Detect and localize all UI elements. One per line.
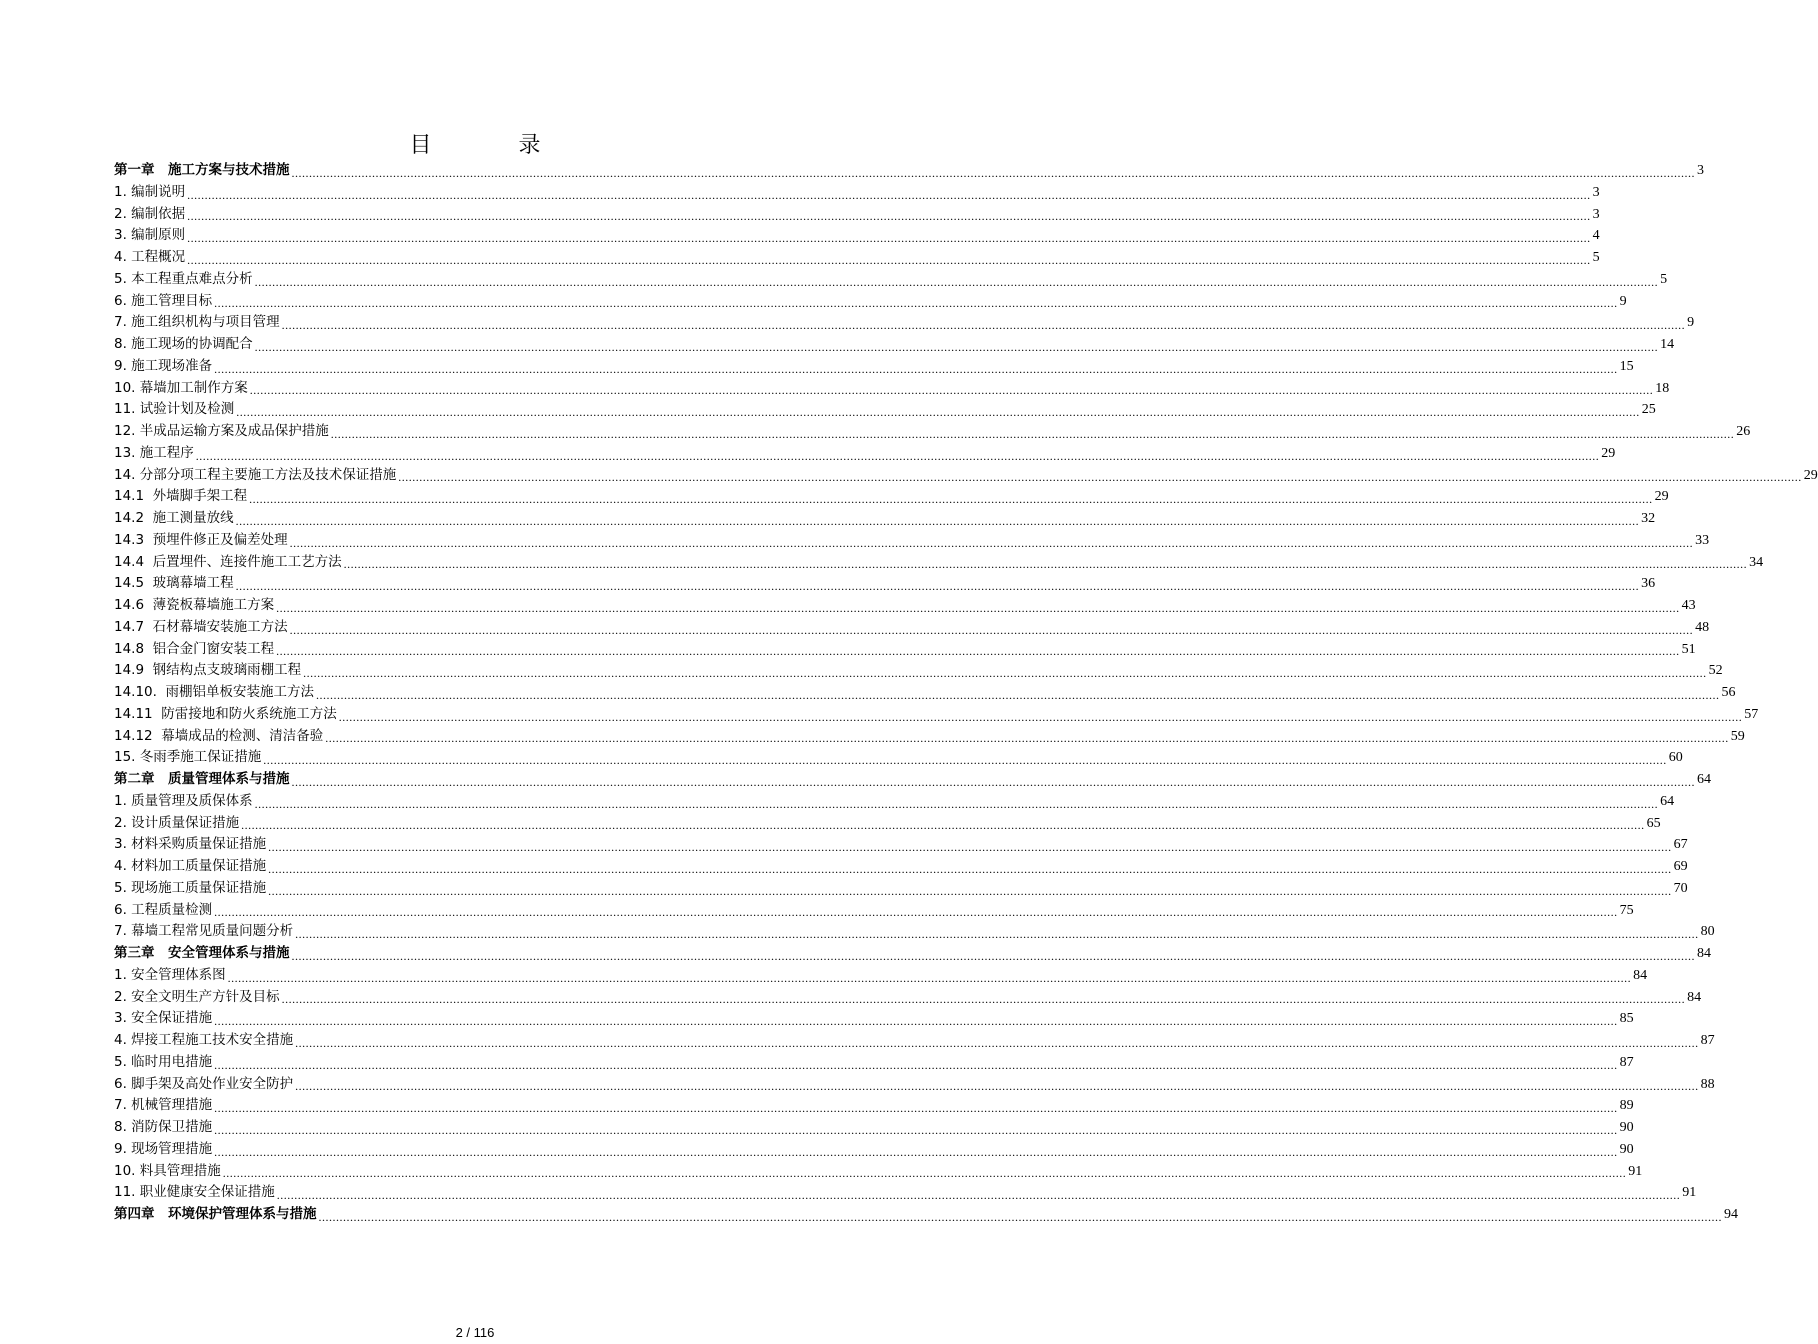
- toc-entry[interactable]: [114, 595, 1696, 617]
- toc-entry[interactable]: [114, 878, 1688, 900]
- toc-entry[interactable]: [114, 1182, 1697, 1204]
- toc-entry-page: 90: [1619, 1141, 1634, 1157]
- toc-entry-label: 第四章 环境保护管理体系与措施: [114, 1206, 317, 1222]
- toc-entry[interactable]: [114, 1052, 1634, 1074]
- toc-entry-page: 5: [1592, 250, 1600, 265]
- toc-leader-dots: .................................................................................................................................................................................................................................................................................................................................................................................................................: [214, 361, 1618, 376]
- toc-entry-page: 84: [1633, 967, 1648, 983]
- toc-entry[interactable]: [114, 552, 1764, 574]
- toc-entry-page: 84: [1697, 946, 1711, 961]
- toc-entry-page: 89: [1619, 1098, 1634, 1114]
- toc-entry-page: 33: [1695, 532, 1710, 548]
- toc-leader-dots: .................................................................................................................................................................................................................................................................................................................................................................................................................: [291, 948, 1695, 963]
- toc-leader-dots: .................................................................................................................................................................................................................................................................................................................................................................................................................: [254, 796, 1659, 811]
- toc-leader-dots: .................................................................................................................................................................................................................................................................................................................................................................................................................: [236, 405, 1640, 419]
- toc-entry-page: 34: [1749, 554, 1764, 570]
- toc-entry[interactable]: [114, 1074, 1715, 1096]
- toc-entry-label: 14.9 钢结构点支玻璃雨棚工程: [114, 662, 302, 679]
- toc-leader-dots: .................................................................................................................................................................................................................................................................................................................................................................................................................: [281, 318, 1686, 332]
- toc-entry-page: 57: [1744, 706, 1759, 722]
- toc-chapter-entry[interactable]: [114, 160, 1704, 182]
- toc-entry-page: 29: [1654, 489, 1669, 505]
- toc-entry-label: 15. 冬雨季施工保证措施: [114, 749, 262, 766]
- toc-leader-dots: .................................................................................................................................................................................................................................................................................................................................................................................................................: [289, 622, 1694, 637]
- toc-entry[interactable]: [114, 334, 1675, 356]
- toc-entry-label: 14.4 后置埋件、连接件施工工艺方法: [114, 553, 342, 570]
- toc-leader-dots: .................................................................................................................................................................................................................................................................................................................................................................................................................: [318, 1209, 1722, 1224]
- toc-leader-dots: .................................................................................................................................................................................................................................................................................................................................................................................................................: [214, 1144, 1618, 1159]
- toc-leader-dots: .................................................................................................................................................................................................................................................................................................................................................................................................................: [276, 600, 1680, 615]
- toc-entry[interactable]: [114, 530, 1710, 552]
- toc-entry-page: 85: [1619, 1011, 1634, 1027]
- toc-entry[interactable]: [114, 247, 1600, 269]
- toc-leader-dots: .................................................................................................................................................................................................................................................................................................................................................................................................................: [268, 861, 1672, 876]
- toc-entry-label: 第三章 安全管理体系与措施: [114, 945, 290, 961]
- toc-entry-label: 4. 焊接工程施工技术安全措施: [114, 1032, 294, 1048]
- toc-entry[interactable]: [114, 704, 1759, 726]
- toc-entry-page: 48: [1695, 619, 1710, 635]
- toc-entry[interactable]: [114, 291, 1627, 313]
- toc-entry-label: 14.12 幕墙成品的检测、清洁备验: [114, 727, 324, 744]
- toc-leader-dots: .................................................................................................................................................................................................................................................................................................................................................................................................................: [330, 426, 1735, 441]
- toc-leader-dots: .................................................................................................................................................................................................................................................................................................................................................................................................................: [268, 840, 1672, 854]
- toc-entry[interactable]: [114, 1008, 1634, 1030]
- toc-entry-label: 14.2 施工测量放线: [114, 510, 234, 526]
- toc-entry[interactable]: [114, 617, 1710, 639]
- toc-entry-page: 90: [1619, 1120, 1634, 1135]
- toc-entry-page: 14: [1660, 337, 1675, 352]
- toc-entry-page: 75: [1619, 902, 1634, 918]
- toc-entry-label: 11. 试验计划及检测: [114, 401, 235, 418]
- toc-entry[interactable]: [114, 1030, 1715, 1052]
- toc-entry-label: 第二章 质量管理体系与措施: [114, 771, 290, 787]
- toc-entry[interactable]: [114, 421, 1751, 443]
- toc-entry[interactable]: [114, 747, 1683, 769]
- toc-entry-label: 10. 幕墙加工制作方案: [114, 379, 248, 396]
- toc-entry[interactable]: [114, 1117, 1634, 1139]
- toc-entry-label: 9. 现场管理措施: [114, 1140, 213, 1157]
- toc-entry-label: 3. 安全保证措施: [114, 1010, 213, 1027]
- toc-leader-dots: .................................................................................................................................................................................................................................................................................................................................................................................................................: [295, 1035, 1699, 1050]
- toc-leader-dots: .................................................................................................................................................................................................................................................................................................................................................................................................................: [254, 274, 1659, 289]
- toc-entry-label: 8. 施工现场的协调配合: [114, 336, 253, 352]
- toc-leader-dots: .................................................................................................................................................................................................................................................................................................................................................................................................................: [276, 1188, 1681, 1202]
- toc-entry-page: 52: [1708, 663, 1723, 679]
- toc-entry-page: 43: [1681, 598, 1696, 613]
- toc-entry-page: 18: [1655, 380, 1670, 396]
- toc-entry-label: 14.5 玻璃幕墙工程: [114, 575, 234, 592]
- toc-entry-page: 64: [1697, 772, 1711, 787]
- toc-entry-page: 4: [1592, 228, 1600, 244]
- toc-entry-label: 1. 质量管理及质保体系: [114, 792, 253, 809]
- toc-entry-label: 7. 施工组织机构与项目管理: [114, 314, 280, 331]
- toc-entry-label: 第一章 施工方案与技术措施: [114, 162, 290, 178]
- toc-leader-dots: .................................................................................................................................................................................................................................................................................................................................................................................................................: [187, 252, 1591, 267]
- toc-leader-dots: .................................................................................................................................................................................................................................................................................................................................................................................................................: [276, 644, 1680, 659]
- toc-entry-label: 4. 材料加工质量保证措施: [114, 858, 267, 874]
- toc-entry-page: 9: [1687, 315, 1695, 331]
- toc-entry-page: 29: [1803, 467, 1818, 483]
- toc-leader-dots: .................................................................................................................................................................................................................................................................................................................................................................................................................: [187, 187, 1591, 202]
- toc-entry-page: 36: [1641, 576, 1656, 592]
- toc-entry-page: 91: [1682, 1185, 1697, 1201]
- toc-leader-dots: .................................................................................................................................................................................................................................................................................................................................................................................................................: [214, 1057, 1618, 1072]
- toc-entry-label: 5. 本工程重点难点分析: [114, 270, 253, 287]
- toc-entry[interactable]: [114, 204, 1600, 226]
- toc-leader-dots: .................................................................................................................................................................................................................................................................................................................................................................................................................: [343, 557, 1748, 572]
- toc-leader-dots: .................................................................................................................................................................................................................................................................................................................................................................................................................: [398, 470, 1802, 485]
- toc-entry[interactable]: [114, 465, 1818, 487]
- toc-leader-dots: .................................................................................................................................................................................................................................................................................................................................................................................................................: [235, 513, 1640, 528]
- toc-entry[interactable]: [114, 1139, 1634, 1161]
- toc-entry-label: 2. 编制依据: [114, 205, 186, 222]
- toc-entry-page: 70: [1673, 880, 1688, 896]
- toc-entry-page: 91: [1628, 1163, 1643, 1179]
- toc-entry-page: 3: [1592, 184, 1600, 200]
- toc-leader-dots: .................................................................................................................................................................................................................................................................................................................................................................................................................: [254, 339, 1659, 354]
- toc-entry-page: 29: [1601, 445, 1616, 461]
- toc-entry-page: 87: [1700, 1033, 1715, 1048]
- toc-entry-label: 6. 工程质量检测: [114, 901, 213, 918]
- toc-entry-page: 64: [1660, 793, 1675, 809]
- toc-leader-dots: .................................................................................................................................................................................................................................................................................................................................................................................................................: [235, 579, 1640, 593]
- toc-entry-page: 65: [1646, 815, 1661, 831]
- toc-entry-page: 80: [1700, 924, 1715, 940]
- toc-entry-label: 2. 安全文明生产方针及目标: [114, 988, 280, 1005]
- toc-leader-dots: .................................................................................................................................................................................................................................................................................................................................................................................................................: [214, 1014, 1618, 1028]
- toc-entry-page: 59: [1730, 728, 1745, 744]
- toc-leader-dots: .................................................................................................................................................................................................................................................................................................................................................................................................................: [281, 992, 1686, 1007]
- toc-entry-page: 51: [1681, 641, 1696, 657]
- toc-leader-dots: .................................................................................................................................................................................................................................................................................................................................................................................................................: [187, 231, 1591, 245]
- toc-title: 目 录: [409, 133, 581, 158]
- toc-leader-dots: .................................................................................................................................................................................................................................................................................................................................................................................................................: [325, 731, 1729, 746]
- toc-entry-label: 1. 安全管理体系图: [114, 966, 226, 983]
- toc-entry-label: 14.7 石材幕墙安装施工方法: [114, 618, 288, 635]
- toc-leader-dots: .................................................................................................................................................................................................................................................................................................................................................................................................................: [338, 709, 1743, 724]
- toc-entry-page: 88: [1700, 1076, 1715, 1092]
- toc-entry-label: 14.3 预埋件修正及偏差处理: [114, 531, 288, 548]
- toc-entry[interactable]: [114, 356, 1634, 378]
- toc-leader-dots: .................................................................................................................................................................................................................................................................................................................................................................................................................: [268, 883, 1672, 898]
- toc-entry-page: 69: [1673, 859, 1688, 874]
- toc-leader-dots: .................................................................................................................................................................................................................................................................................................................................................................................................................: [303, 666, 1707, 680]
- page-number: 2 / 116: [455, 1325, 495, 1340]
- toc-leader-dots: .................................................................................................................................................................................................................................................................................................................................................................................................................: [214, 296, 1618, 311]
- toc-entry-label: 14. 分部分项工程主要施工方法及技术保证措施: [114, 466, 397, 483]
- toc-entry-page: 5: [1660, 271, 1668, 287]
- toc-entry-label: 14.11 防雷接地和防火系统施工方法: [114, 705, 337, 722]
- toc-leader-dots: .................................................................................................................................................................................................................................................................................................................................................................................................................: [316, 687, 1720, 702]
- toc-entry[interactable]: [114, 682, 1736, 704]
- toc-entry-label: 14.1 外墙脚手架工程: [114, 488, 248, 505]
- toc-entry[interactable]: [114, 508, 1656, 530]
- toc-leader-dots: .................................................................................................................................................................................................................................................................................................................................................................................................................: [227, 970, 1632, 985]
- toc-leader-dots: .................................................................................................................................................................................................................................................................................................................................................................................................................: [249, 383, 1654, 398]
- toc-entry[interactable]: [114, 1161, 1643, 1183]
- toc-entry-label: 12. 半成品运输方案及成品保护措施: [114, 423, 329, 439]
- toc-leader-dots: .................................................................................................................................................................................................................................................................................................................................................................................................................: [222, 1166, 1627, 1181]
- toc-entry[interactable]: [114, 225, 1600, 247]
- toc-leader-dots: .................................................................................................................................................................................................................................................................................................................................................................................................................: [214, 905, 1618, 920]
- toc-entry-label: 6. 脚手架及高处作业安全防护: [114, 1075, 294, 1092]
- toc-entry-label: 6. 施工管理目标: [114, 292, 213, 309]
- toc-leader-dots: .................................................................................................................................................................................................................................................................................................................................................................................................................: [295, 1079, 1699, 1094]
- toc-leader-dots: .................................................................................................................................................................................................................................................................................................................................................................................................................: [214, 1101, 1618, 1115]
- toc-entry-label: 14.6 薄瓷板幕墙施工方案: [114, 597, 275, 613]
- toc-leader-dots: .................................................................................................................................................................................................................................................................................................................................................................................................................: [289, 535, 1694, 550]
- toc-entry-page: 56: [1721, 685, 1736, 700]
- toc-entry[interactable]: [114, 399, 1656, 421]
- toc-entry-label: 13. 施工程序: [114, 444, 194, 461]
- toc-entry-label: 4. 工程概况: [114, 249, 186, 265]
- toc-leader-dots: .................................................................................................................................................................................................................................................................................................................................................................................................................: [295, 927, 1699, 941]
- toc-entry[interactable]: [114, 573, 1656, 595]
- toc-entry-page: 94: [1724, 1207, 1738, 1222]
- toc-entry[interactable]: [114, 900, 1634, 922]
- toc-entry[interactable]: [114, 965, 1648, 987]
- toc-leader-dots: .................................................................................................................................................................................................................................................................................................................................................................................................................: [241, 818, 1645, 833]
- toc-entry-label: 14.8 铝合金门窗安装工程: [114, 640, 275, 657]
- toc-entry-label: 2. 设计质量保证措施: [114, 814, 240, 831]
- toc-leader-dots: .................................................................................................................................................................................................................................................................................................................................................................................................................: [291, 774, 1695, 789]
- toc-entry-page: 60: [1668, 750, 1683, 766]
- toc-leader-dots: .................................................................................................................................................................................................................................................................................................................................................................................................................: [249, 492, 1653, 506]
- toc-entry-page: 84: [1687, 989, 1702, 1005]
- toc-leader-dots: .................................................................................................................................................................................................................................................................................................................................................................................................................: [187, 209, 1591, 224]
- toc-chapter-entry[interactable]: [114, 943, 1711, 965]
- toc-entry[interactable]: [114, 921, 1715, 943]
- toc-entry-page: 25: [1641, 402, 1656, 418]
- toc-entry-label: 7. 幕墙工程常见质量问题分析: [114, 923, 294, 940]
- toc-leader-dots: .................................................................................................................................................................................................................................................................................................................................................................................................................: [195, 448, 1600, 463]
- toc-entry-label: 3. 编制原则: [114, 227, 186, 244]
- toc-leader-dots: .................................................................................................................................................................................................................................................................................................................................................................................................................: [214, 1122, 1618, 1137]
- toc-entry[interactable]: [114, 312, 1695, 334]
- toc-entry[interactable]: [114, 660, 1723, 682]
- toc-entry-page: 26: [1736, 424, 1751, 439]
- toc-entry-page: 3: [1592, 206, 1600, 222]
- toc-entry[interactable]: [114, 639, 1696, 661]
- toc-entry-label: 5. 现场施工质量保证措施: [114, 879, 267, 896]
- toc-entry-page: 67: [1673, 837, 1688, 853]
- toc-leader-dots: .................................................................................................................................................................................................................................................................................................................................................................................................................: [263, 753, 1667, 767]
- toc-entry-page: 32: [1641, 511, 1656, 526]
- toc-entry-label: 1. 编制说明: [114, 183, 186, 200]
- toc-entry[interactable]: [114, 486, 1669, 508]
- toc-entry-label: 9. 施工现场准备: [114, 357, 213, 374]
- toc-entry-label: 3. 材料采购质量保证措施: [114, 836, 267, 853]
- toc-entry-page: 3: [1697, 163, 1704, 178]
- toc-chapter-entry[interactable]: [114, 769, 1711, 791]
- toc-entry[interactable]: [114, 834, 1688, 856]
- toc-entry-label: 14.10. 雨棚铝单板安装施工方法: [114, 684, 315, 700]
- toc-entry[interactable]: [114, 443, 1616, 465]
- toc-entry[interactable]: [114, 813, 1661, 835]
- toc-entry-label: 8. 消防保卫措施: [114, 1119, 213, 1135]
- toc-entry-page: 87: [1619, 1054, 1634, 1070]
- toc-entry-label: 7. 机械管理措施: [114, 1097, 213, 1114]
- toc-entry-label: 10. 料具管理措施: [114, 1162, 221, 1179]
- toc-entry-label: 5. 临时用电措施: [114, 1053, 213, 1070]
- toc-entry-page: 9: [1619, 293, 1627, 309]
- toc-entry[interactable]: [114, 1095, 1634, 1117]
- toc-chapter-entry[interactable]: [114, 1204, 1738, 1226]
- toc-leader-dots: .................................................................................................................................................................................................................................................................................................................................................................................................................: [291, 165, 1695, 180]
- toc-entry-label: 11. 职业健康安全保证措施: [114, 1184, 275, 1201]
- table-of-contents: [114, 160, 1818, 1226]
- toc-entry[interactable]: [114, 726, 1745, 748]
- toc-entry[interactable]: [114, 987, 1702, 1009]
- toc-entry[interactable]: [114, 269, 1668, 291]
- toc-entry[interactable]: [114, 378, 1670, 400]
- toc-entry[interactable]: [114, 856, 1688, 878]
- toc-entry[interactable]: [114, 791, 1675, 813]
- toc-entry-page: 15: [1619, 358, 1634, 374]
- toc-entry[interactable]: [114, 182, 1600, 204]
